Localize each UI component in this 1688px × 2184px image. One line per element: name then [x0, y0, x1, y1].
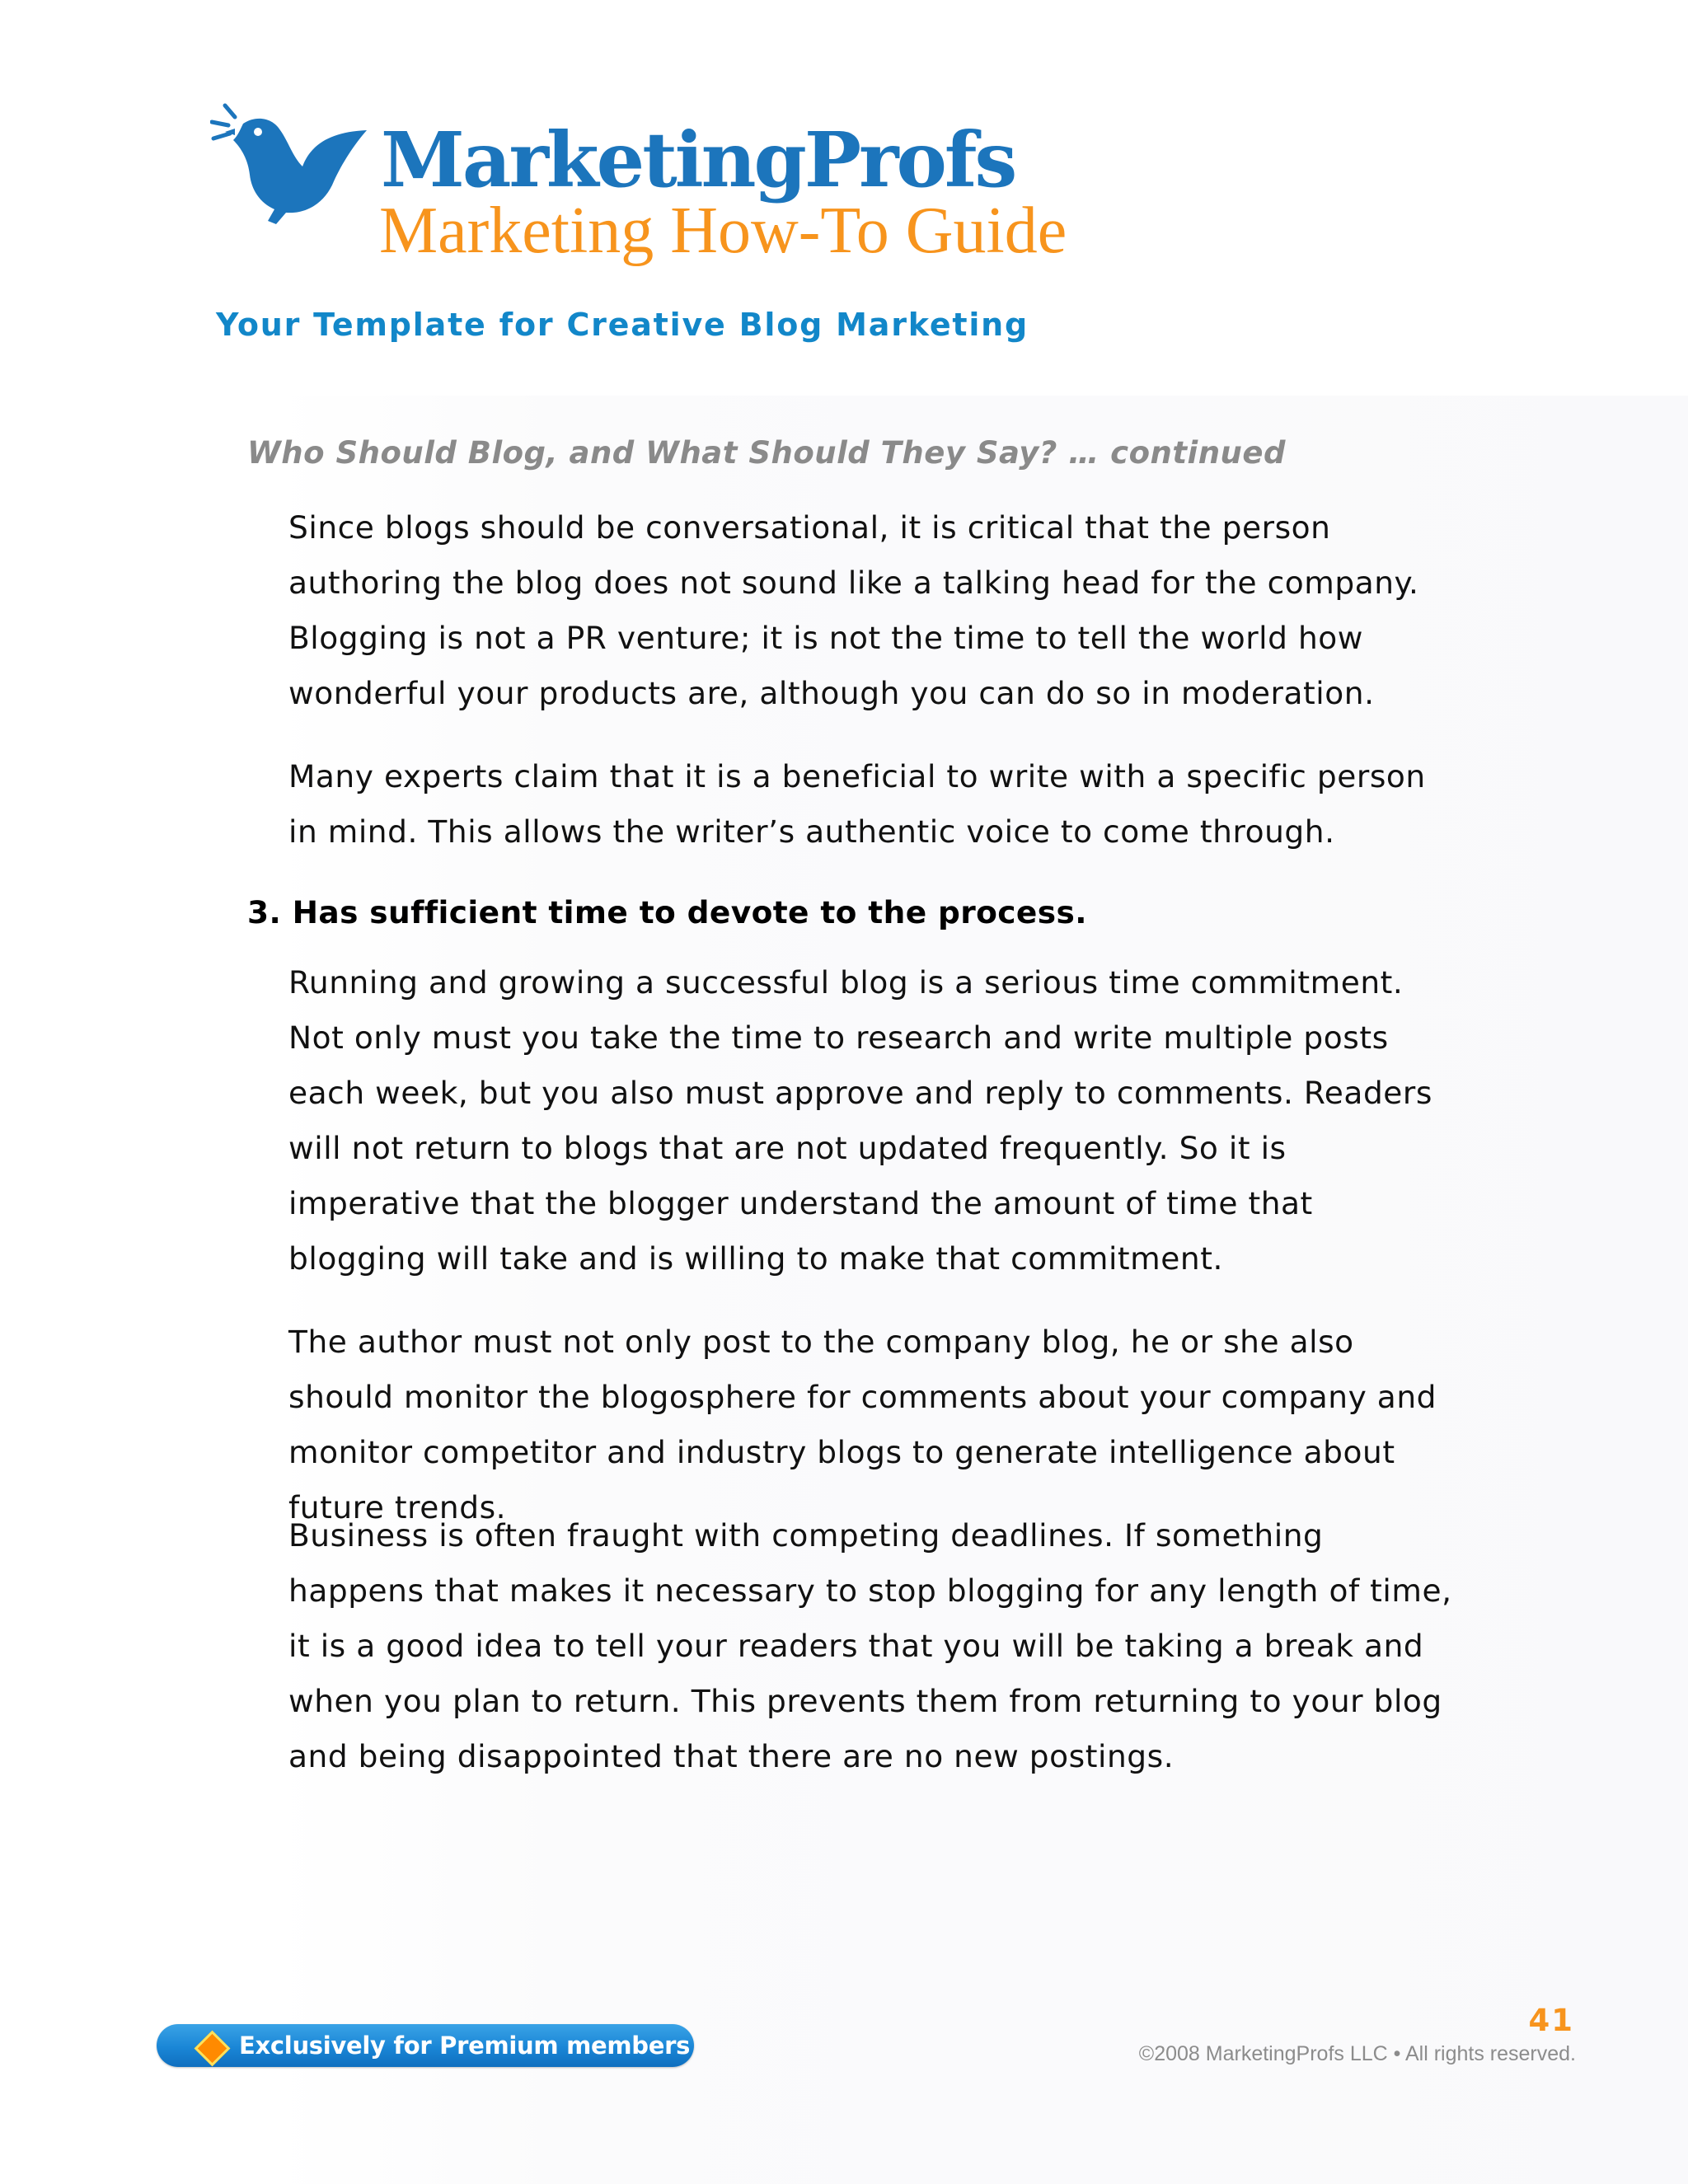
marketingprofs-logo	[210, 99, 1117, 272]
paragraph-deadlines: Business is often fraught with competing deadlines. If something happens that makes it necessary to stop blogging for any length of time, it is a good idea to tell your readers that you will be taking a break and when you plan to return. This prevents them from returning to your blog and being disappointed that there are no new postings.	[288, 1517, 1452, 1774]
paragraph-specific-person: Many experts claim that it is a beneficial to write with a specific person in mind. This allows the writer’s authentic voice to come through.	[288, 758, 1426, 850]
premium-banner-label: Exclusively for Premium members	[239, 2032, 691, 2060]
bluebird-logo-icon	[210, 99, 375, 231]
document-subtitle: Your Template for Creative Blog Marketing	[216, 307, 1029, 343]
guide-title: Marketing How-To Guide	[379, 194, 1067, 267]
diamond-icon	[195, 2031, 231, 2067]
page-number: 41	[1528, 2003, 1574, 2038]
brand-name: MarketingProfs	[381, 115, 1015, 204]
copyright-notice: ©2008 MarketingProfs LLC • All rights reserved.	[1138, 2042, 1576, 2065]
paragraph-conversational: Since blogs should be conversational, it is critical that the person authoring the blog does not sound like a talking head for the company. Blogging is not a PR venture; it is not the time to tell the world how wonderful your products are, although you can do so in moderation.	[288, 509, 1419, 711]
paragraph-monitor-blogosphere: The author must not only post to the company blog, he or she also should monitor the blogosphere for comments about your company and monitor competitor and industry blogs to generate intelligence about future trends.	[288, 1324, 1437, 1526]
premium-members-banner	[157, 2024, 694, 2067]
numbered-heading: 3. Has sufficient time to devote to the process.	[247, 894, 1087, 930]
paragraph-time-commitment: Running and growing a successful blog is a serious time commitment. Not only must you take the time to research and write multiple posts each week, but you also must approve and reply to comments. Readers will not return to blogs that are not updated frequently. So it is imperative that the blogger understand the amount of time that blogging will take and is willing to make that commitment.	[288, 964, 1432, 1277]
section-heading: Who Should Blog, and What Should They Say? … continued	[247, 435, 1286, 471]
